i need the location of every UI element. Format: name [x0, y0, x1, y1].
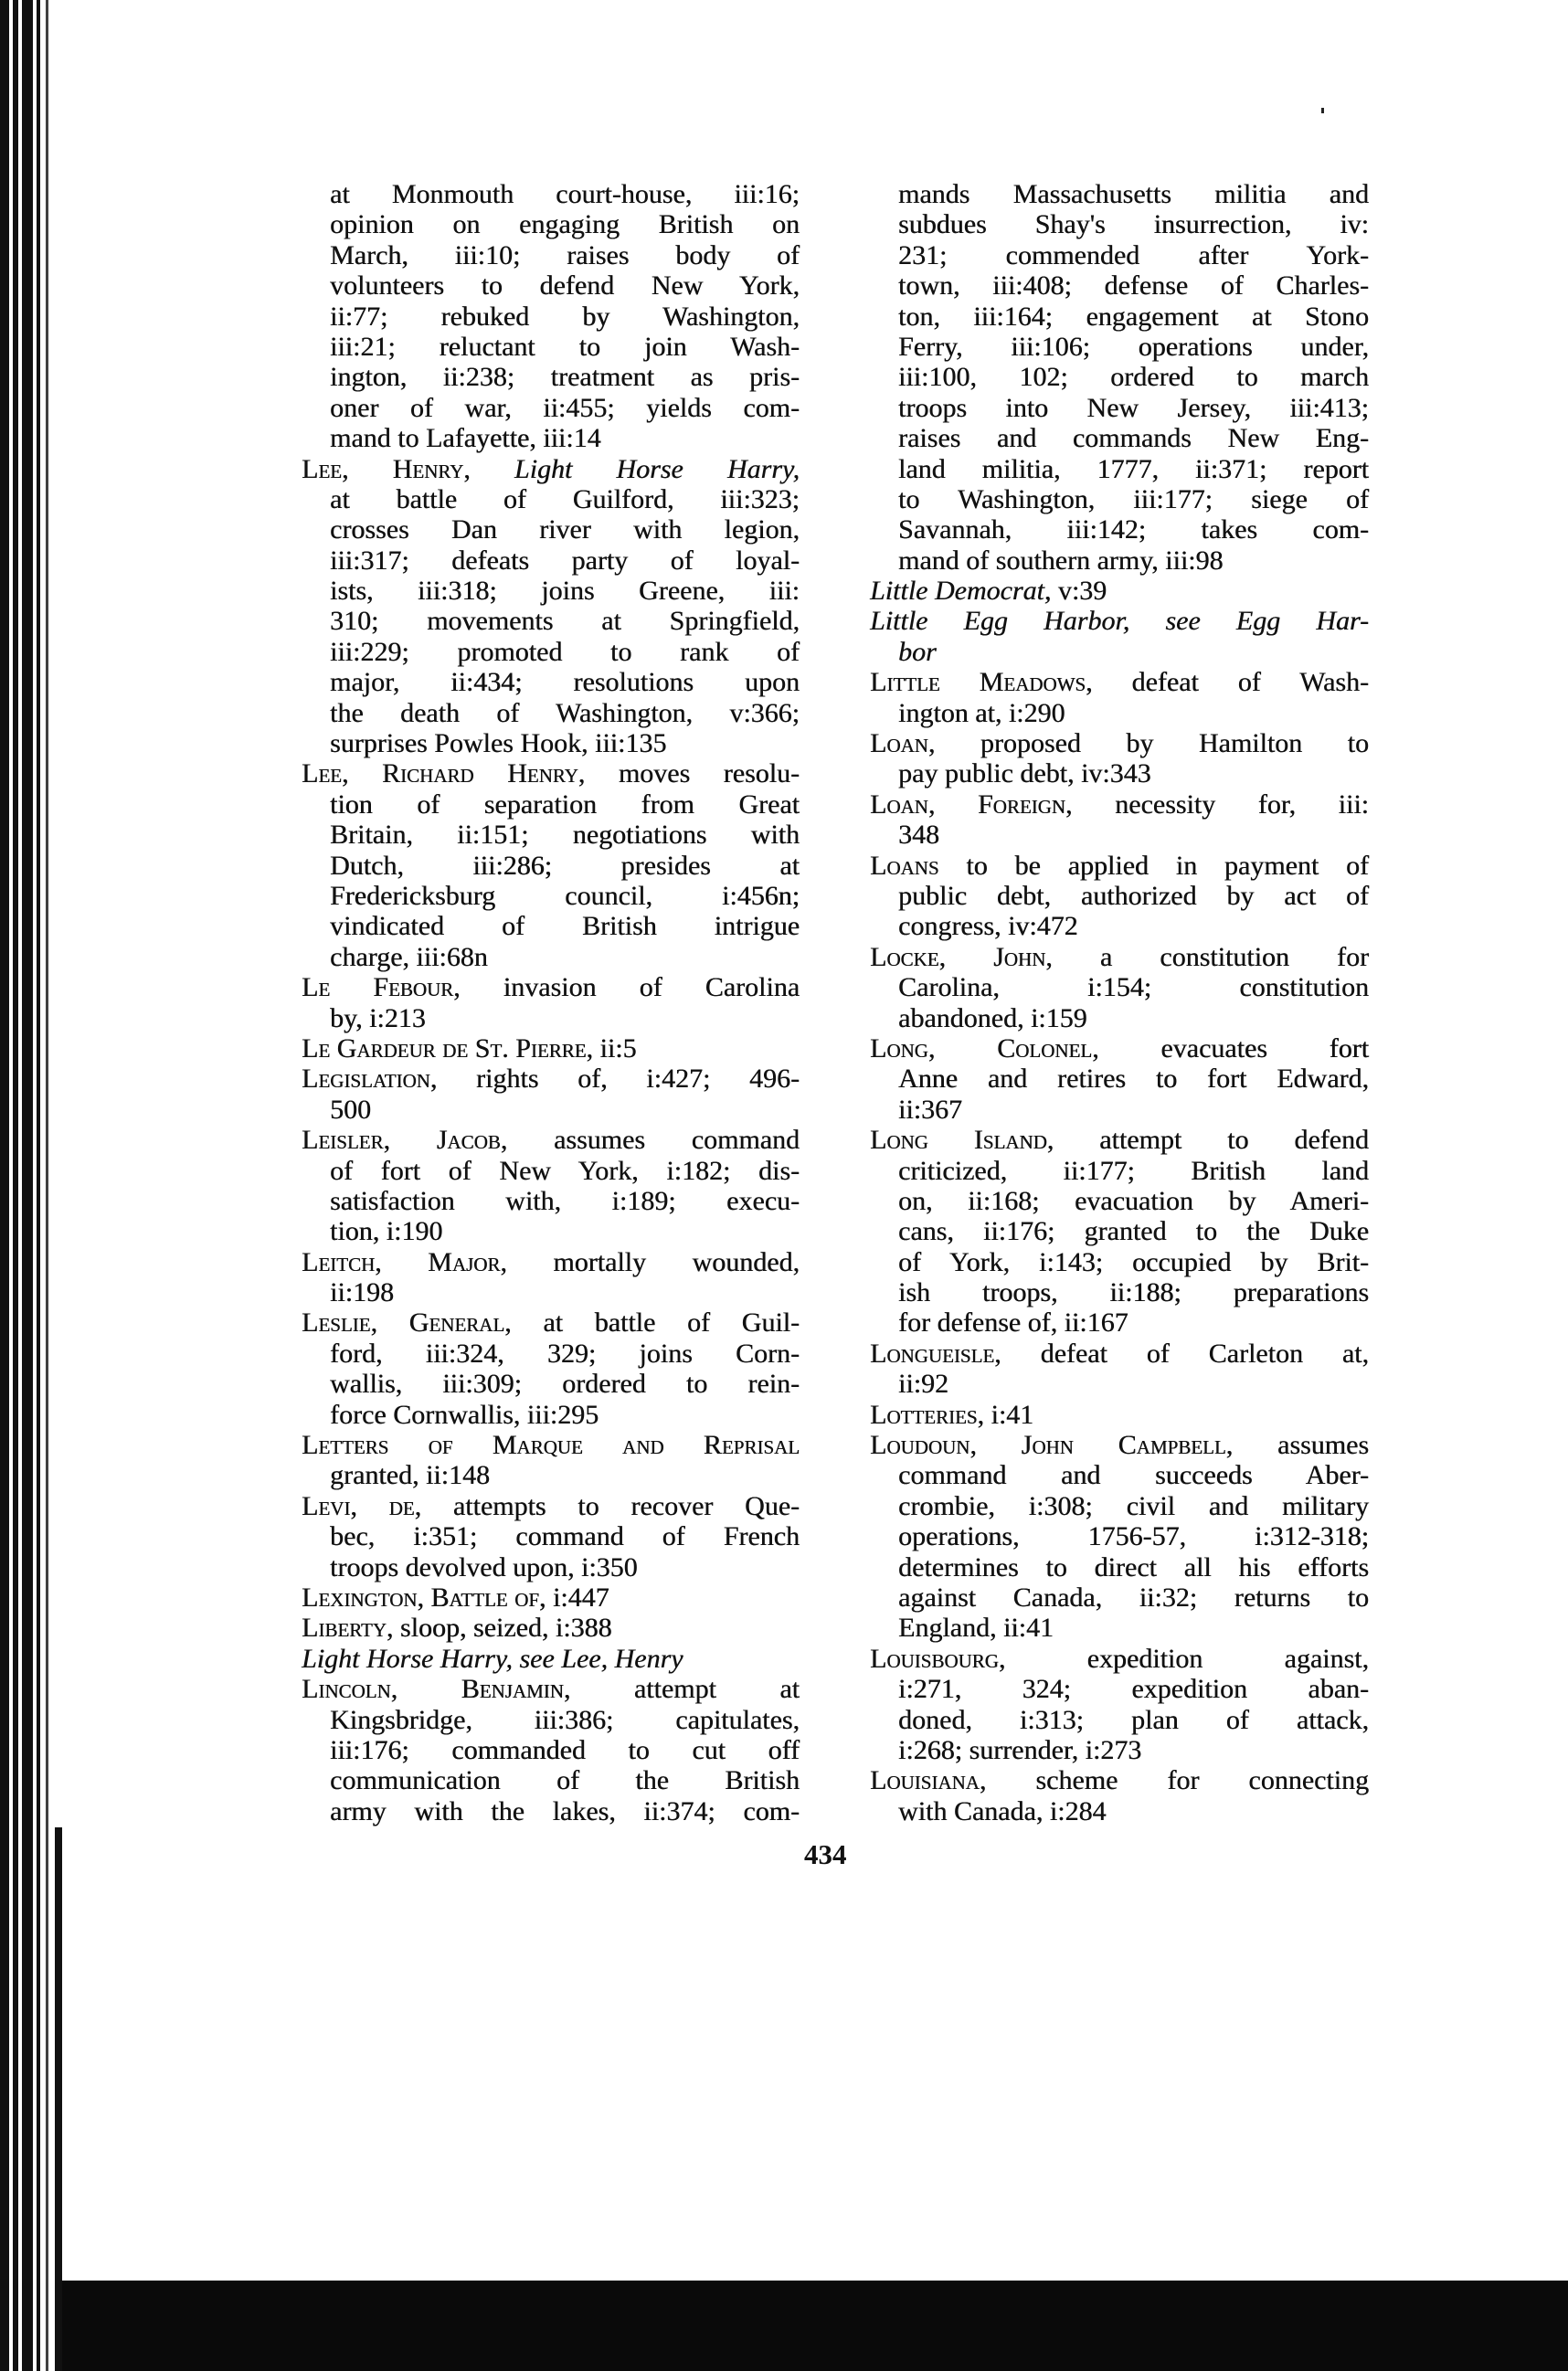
entry-text: 231; commended after York- [898, 239, 1369, 270]
entry-text: public debt, authorized by act of [898, 880, 1369, 911]
entry-line [302, 1796, 800, 1826]
entry-line [870, 270, 1369, 301]
entry-heading-line [870, 1400, 1369, 1430]
index-column-right [870, 179, 1369, 1826]
italic-text: Little Egg Harbor, see Egg Har- [870, 606, 1369, 637]
entry-text: invasion of Carolina [460, 972, 800, 1003]
index-entry [302, 1491, 800, 1582]
entry-text: the death of Washington, v:366; [330, 697, 800, 728]
entry-text: ii:367 [898, 1094, 963, 1125]
entry-line [870, 758, 1369, 789]
entry-text: a constitution for [1052, 941, 1369, 972]
entry-line [870, 179, 1369, 209]
entry-text: iii:229; promoted to rank of [330, 636, 800, 667]
entry-text: opinion on engaging British on [330, 209, 800, 240]
entry-text: against Canada, ii:32; returns to [898, 1582, 1369, 1613]
entry-text: congress, iv:472 [898, 911, 1078, 942]
entry-line [302, 423, 800, 453]
entry-text: at battle of Guil- [511, 1307, 800, 1339]
entry-text: crombie, i:308; civil and military [898, 1490, 1369, 1521]
entry-heading-line [870, 851, 1369, 881]
entry-text: of York, i:143; occupied by Brit- [898, 1246, 1369, 1277]
entry-text: assumes [1233, 1430, 1369, 1461]
entry-heading-line [302, 1613, 800, 1643]
entry-text: crosses Dan river with legion, [330, 514, 800, 545]
entry-text: Ferry, iii:106; operations under, [898, 331, 1369, 362]
entry-text: operations, 1756-57, i:312-318; [898, 1521, 1369, 1552]
entry-line [870, 1216, 1369, 1246]
entry-text: attempt at [570, 1674, 800, 1705]
entry-text: troops devolved upon, i:350 [330, 1551, 638, 1582]
entry-text: mand of southern army, iii:98 [898, 545, 1224, 576]
entry-line [870, 1705, 1369, 1735]
entry-heading: Locke, John, [870, 941, 1053, 972]
entry-heading-line [302, 1064, 800, 1094]
scan-edge-shadow [46, 0, 48, 2371]
entry-text: i:271, 324; expedition aban- [898, 1674, 1369, 1705]
entry-text: iii:21; reluctant to join Wash- [330, 331, 800, 362]
entry-text: tion of separation from Great [330, 789, 800, 820]
entry-line [870, 1735, 1369, 1765]
entry-text: tion, i:190 [330, 1216, 443, 1247]
entry-text: i:41 [983, 1399, 1034, 1430]
entry-text: criticized, ii:177; British land [898, 1155, 1369, 1186]
entry-heading: Louisbourg, [870, 1643, 1006, 1674]
scan-edge-shadow [22, 0, 33, 2371]
entry-text: attempt to defend [1054, 1125, 1369, 1156]
entry-line [870, 1369, 1369, 1399]
entry-line [870, 302, 1369, 332]
entry-heading-line [870, 667, 1369, 697]
entry-line [302, 1552, 800, 1582]
entry-text: Carolina, i:154; constitution [898, 972, 1369, 1003]
entry-text: communication of the British [330, 1765, 800, 1796]
scan-edge-shadow [55, 1827, 62, 2371]
entry-text: mortally wounded, [506, 1246, 800, 1277]
entry-text: March, iii:10; raises body of [330, 239, 800, 270]
entry-line [302, 362, 800, 392]
entry-line [870, 1460, 1369, 1490]
index-entry [302, 972, 800, 1033]
entry-line [302, 820, 800, 850]
scan-edge-shadow [13, 0, 18, 2371]
index-entry [870, 667, 1369, 728]
entry-heading-line [302, 758, 800, 789]
entry-text: force Cornwallis, iii:295 [330, 1399, 599, 1430]
entry-heading-line [302, 1247, 800, 1277]
entry-line [870, 1247, 1369, 1277]
entry-text: ists, iii:318; joins Greene, iii: [330, 576, 800, 607]
entry-heading-line [870, 1430, 1369, 1460]
entry-heading-line [302, 1125, 800, 1155]
entry-line [870, 454, 1369, 484]
entry-line [870, 209, 1369, 239]
entry-heading-line [870, 576, 1369, 606]
entry-heading: Longueisle, [870, 1338, 1001, 1369]
entry-text: Savannah, iii:142; takes com- [898, 514, 1369, 545]
entry-line [870, 1582, 1369, 1613]
entry-line [302, 698, 800, 728]
index-entry [302, 454, 800, 759]
index-entry [870, 606, 1369, 667]
entry-line [870, 240, 1369, 270]
index-entry [870, 1644, 1369, 1766]
index-entry [302, 1644, 800, 1674]
entry-text: to Washington, iii:177; siege of [898, 483, 1369, 514]
entry-text: rights of, i:427; 496- [437, 1064, 800, 1095]
entry-heading: Lee, Henry, [302, 453, 471, 484]
entry-heading: Letters of Marque and Reprisal [302, 1430, 800, 1461]
entry-line [302, 1277, 800, 1307]
entry-text: Britain, ii:151; negotiations with [330, 820, 800, 851]
entry-line [302, 302, 800, 332]
entry-line [302, 789, 800, 820]
entry-text: bec, i:351; command of French [330, 1521, 800, 1552]
entry-line [870, 1095, 1369, 1125]
entry-text: England, ii:41 [898, 1613, 1054, 1644]
entry-heading: Legislation, [302, 1064, 438, 1095]
entry-line [302, 1765, 800, 1795]
entry-heading: Louisiana, [870, 1765, 987, 1796]
entry-text: abandoned, i:159 [898, 1002, 1087, 1033]
entry-line [870, 1674, 1369, 1704]
entry-text: pay public debt, iv:343 [898, 758, 1151, 789]
entry-heading: Le Gardeur de St. Pierre, [302, 1032, 594, 1064]
entry-text: ton, iii:164; engagement at Stono [898, 301, 1369, 332]
entry-heading: Leisler, Jacob, [302, 1125, 508, 1156]
entry-heading: Lexington, Battle of, [302, 1582, 546, 1613]
entry-line [302, 1095, 800, 1125]
index-entry [302, 1582, 800, 1613]
entry-line [302, 1339, 800, 1369]
entry-text: mand to Lafayette, iii:14 [330, 423, 601, 454]
entry-text: major, ii:434; resolutions upon [330, 667, 800, 698]
entry-heading: Lee, Richard Henry, [302, 758, 586, 789]
index-entry [870, 1400, 1369, 1430]
index-entry [870, 728, 1369, 789]
entry-text: at battle of Guilford, iii:323; [330, 483, 800, 514]
entry-line [302, 393, 800, 423]
entry-text: ford, iii:324, 329; joins Corn- [330, 1338, 800, 1369]
entry-text: satisfaction with, i:189; execu- [330, 1185, 800, 1216]
entry-line [302, 667, 800, 697]
entry-text: ish troops, ii:188; preparations [898, 1277, 1369, 1308]
entry-line [302, 728, 800, 758]
entry-text: troops into New Jersey, iii:413; [898, 392, 1369, 423]
index-column-left [302, 179, 800, 1826]
entry-text: sloop, seized, i:388 [393, 1613, 612, 1644]
entry-line [870, 1186, 1369, 1216]
entry-line [302, 1186, 800, 1216]
entry-heading-line [302, 1644, 800, 1674]
entry-line [870, 514, 1369, 545]
index-entry [870, 576, 1369, 606]
entry-text: Dutch, iii:286; presides at [330, 850, 800, 881]
entry-text: doned, i:313; plan of attack, [898, 1704, 1369, 1735]
index-entry [870, 942, 1369, 1033]
entry-heading-line [870, 1125, 1369, 1155]
entry-text: ington at, i:290 [898, 697, 1065, 728]
index-entry [870, 1765, 1369, 1826]
entry-text: necessity for, iii: [1072, 789, 1369, 820]
index-entry [870, 789, 1369, 851]
entry-line [870, 1277, 1369, 1307]
italic-text: Light Horse Harry, see Lee, Henry [302, 1643, 683, 1674]
entry-line [870, 1552, 1369, 1582]
entry-line [302, 911, 800, 941]
entry-text: defeat of Carleton at, [1001, 1338, 1369, 1369]
entry-line [302, 270, 800, 301]
index-entry [870, 1033, 1369, 1125]
entry-line [302, 1521, 800, 1551]
entry-line [302, 1156, 800, 1186]
index-entry [302, 1064, 800, 1125]
entry-line [870, 820, 1369, 850]
entry-text: Anne and retires to fort Edward, [898, 1064, 1369, 1095]
entry-line [870, 484, 1369, 514]
entry-text: 310; movements at Springfield, [330, 606, 800, 637]
scan-bottom-border [62, 2281, 1568, 2371]
entry-heading: Long Island, [870, 1125, 1054, 1156]
scan-speck [1321, 108, 1324, 113]
scan-edge-shadow [0, 0, 9, 2371]
entry-heading-line [870, 942, 1369, 972]
entry-line [302, 332, 800, 362]
index-entry [302, 1033, 800, 1064]
entry-text: command and succeeds Aber- [898, 1460, 1369, 1491]
entry-line [870, 423, 1369, 453]
entry-text: expedition against, [1005, 1643, 1369, 1674]
entry-heading-line [302, 1033, 800, 1064]
entry-heading-line [870, 606, 1369, 636]
entry-line [302, 209, 800, 239]
index-entry [870, 179, 1369, 576]
entry-text: town, iii:408; defense of Charles- [898, 270, 1369, 302]
entry-line [870, 698, 1369, 728]
entry-line [302, 851, 800, 881]
page-number: 434 [804, 1838, 847, 1870]
entry-heading: Lincoln, Benjamin, [302, 1674, 571, 1705]
entry-text: raises and commands New Eng- [898, 423, 1369, 454]
entry-text: to be applied in payment of [938, 850, 1369, 881]
entry-line [870, 1156, 1369, 1186]
entry-text: ii:198 [330, 1277, 395, 1308]
index-entry [302, 179, 800, 454]
entry-text: by, i:213 [330, 1002, 426, 1033]
entry-line [870, 1003, 1369, 1033]
entry-line [870, 637, 1369, 667]
entry-line [870, 1796, 1369, 1826]
entry-text: iii:317; defeats party of loyal- [330, 545, 800, 576]
italic-text: Light Horse Harry, [470, 453, 800, 484]
entry-line [302, 606, 800, 636]
entry-text: proposed by Hamilton to [935, 728, 1369, 759]
entry-line [870, 362, 1369, 392]
entry-text: cans, ii:176; granted to the Duke [898, 1216, 1369, 1247]
entry-heading: Liberty, [302, 1613, 394, 1644]
entry-line [302, 576, 800, 606]
entry-text: 500 [330, 1094, 371, 1125]
entry-line [870, 1064, 1369, 1094]
entry-heading: Loan, Foreign, [870, 789, 1073, 820]
entry-text: v:39 [1051, 576, 1107, 607]
entry-line [870, 1307, 1369, 1338]
entry-text: subdues Shay's insurrection, iv: [898, 209, 1369, 240]
entry-line [870, 1491, 1369, 1521]
entry-line [302, 1705, 800, 1735]
entry-text: land militia, 1777, ii:371; report [898, 453, 1369, 484]
entry-heading-line [870, 1644, 1369, 1674]
entry-text: volunteers to defend New York, [330, 270, 800, 302]
entry-text: granted, ii:148 [330, 1460, 490, 1491]
entry-text: oner of war, ii:455; yields com- [330, 392, 800, 423]
entry-heading: Lotteries, [870, 1399, 984, 1430]
entry-heading-line [302, 1430, 800, 1460]
entry-line [302, 1216, 800, 1246]
entry-line [302, 545, 800, 576]
entry-heading: Loans [870, 850, 939, 881]
entry-line [870, 881, 1369, 911]
entry-text: iii:100, 102; ordered to march [898, 362, 1369, 393]
entry-line [302, 881, 800, 911]
entry-line [870, 972, 1369, 1002]
index-entry [870, 1430, 1369, 1644]
entry-heading: Levi, de, [302, 1490, 422, 1521]
entry-text: with Canada, i:284 [898, 1795, 1107, 1826]
italic-text: bor [898, 636, 937, 667]
entry-heading: Little Meadows, [870, 667, 1093, 698]
entry-heading-line [302, 972, 800, 1002]
entry-heading: Le Febour, [302, 972, 461, 1003]
entry-line [870, 911, 1369, 941]
entry-line [302, 514, 800, 545]
entry-text: at Monmouth court-house, iii:16; [330, 179, 800, 209]
index-entry [302, 1125, 800, 1247]
index-entry [870, 1125, 1369, 1339]
entry-line [302, 1735, 800, 1765]
entry-heading-line [302, 1307, 800, 1338]
index-entry [302, 1430, 800, 1491]
index-entry [302, 1307, 800, 1430]
entry-text: for defense of, ii:167 [898, 1307, 1128, 1339]
entry-text: assumes command [507, 1125, 800, 1156]
entry-text: determines to direct all his efforts [898, 1551, 1369, 1582]
entry-heading-line [302, 454, 800, 484]
entry-line [870, 1521, 1369, 1551]
entry-text: evacuates fort [1098, 1032, 1370, 1064]
entry-heading: Leslie, General, [302, 1307, 512, 1339]
entry-text: vindicated of British intrigue [330, 911, 800, 942]
entry-line [302, 484, 800, 514]
entry-heading-line [870, 728, 1369, 758]
entry-text: on, ii:168; evacuation by Ameri- [898, 1185, 1369, 1216]
entry-line [302, 1369, 800, 1399]
entry-text: moves resolu- [585, 758, 800, 789]
entry-text: charge, iii:68n [330, 941, 488, 972]
index-entry [302, 1674, 800, 1826]
entry-text: Fredericksburg council, i:456n; [330, 880, 800, 911]
entry-line [870, 1613, 1369, 1643]
entry-text: i:447 [546, 1582, 609, 1613]
entry-heading: Long, Colonel, [870, 1032, 1099, 1064]
entry-line [302, 637, 800, 667]
entry-text: i:268; surrender, i:273 [898, 1734, 1142, 1765]
entry-line [870, 545, 1369, 576]
entry-heading-line [302, 1674, 800, 1704]
entry-heading: Leitch, Major, [302, 1246, 507, 1277]
entry-text: iii:176; commanded to cut off [330, 1734, 800, 1765]
entry-line [302, 942, 800, 972]
entry-text: Kingsbridge, iii:386; capitulates, [330, 1704, 800, 1735]
entry-heading-line [870, 1339, 1369, 1369]
entry-text: of fort of New York, i:182; dis- [330, 1155, 800, 1186]
entry-heading: Loudoun, John Campbell, [870, 1430, 1234, 1461]
entry-line [302, 1460, 800, 1490]
entry-heading-line [870, 1033, 1369, 1064]
entry-text: surprises Powles Hook, iii:135 [330, 728, 667, 759]
italic-text: Little Democrat, [870, 576, 1052, 607]
entry-text: mands Massachusetts militia and [898, 179, 1369, 209]
entry-text: ington, ii:238; treatment as pris- [330, 362, 800, 393]
entry-text: ii:5 [593, 1032, 637, 1064]
entry-text: wallis, iii:309; ordered to rein- [330, 1369, 800, 1400]
entry-line [870, 393, 1369, 423]
index-entry [302, 1247, 800, 1308]
entry-heading-line [302, 1582, 800, 1613]
entry-text: 348 [898, 820, 939, 851]
entry-text: ii:92 [898, 1369, 949, 1400]
entry-text: attempts to recover Que- [421, 1490, 800, 1521]
entry-line [302, 179, 800, 209]
entry-text: scheme for connecting [986, 1765, 1369, 1796]
scan-edge-shadow [37, 0, 40, 2371]
entry-text: army with the lakes, ii:374; com- [330, 1795, 800, 1826]
entry-heading-line [302, 1491, 800, 1521]
entry-line [302, 240, 800, 270]
entry-line [302, 1003, 800, 1033]
index-entry [870, 851, 1369, 942]
index-entry [302, 758, 800, 972]
entry-heading-line [870, 789, 1369, 820]
entry-text: ii:77; rebuked by Washington, [330, 301, 800, 332]
index-entry [870, 1339, 1369, 1400]
entry-text: defeat of Wash- [1092, 667, 1369, 698]
entry-heading: Loan, [870, 728, 936, 759]
entry-heading-line [870, 1765, 1369, 1795]
entry-line [870, 332, 1369, 362]
entry-line [302, 1400, 800, 1430]
index-entry [302, 1613, 800, 1643]
